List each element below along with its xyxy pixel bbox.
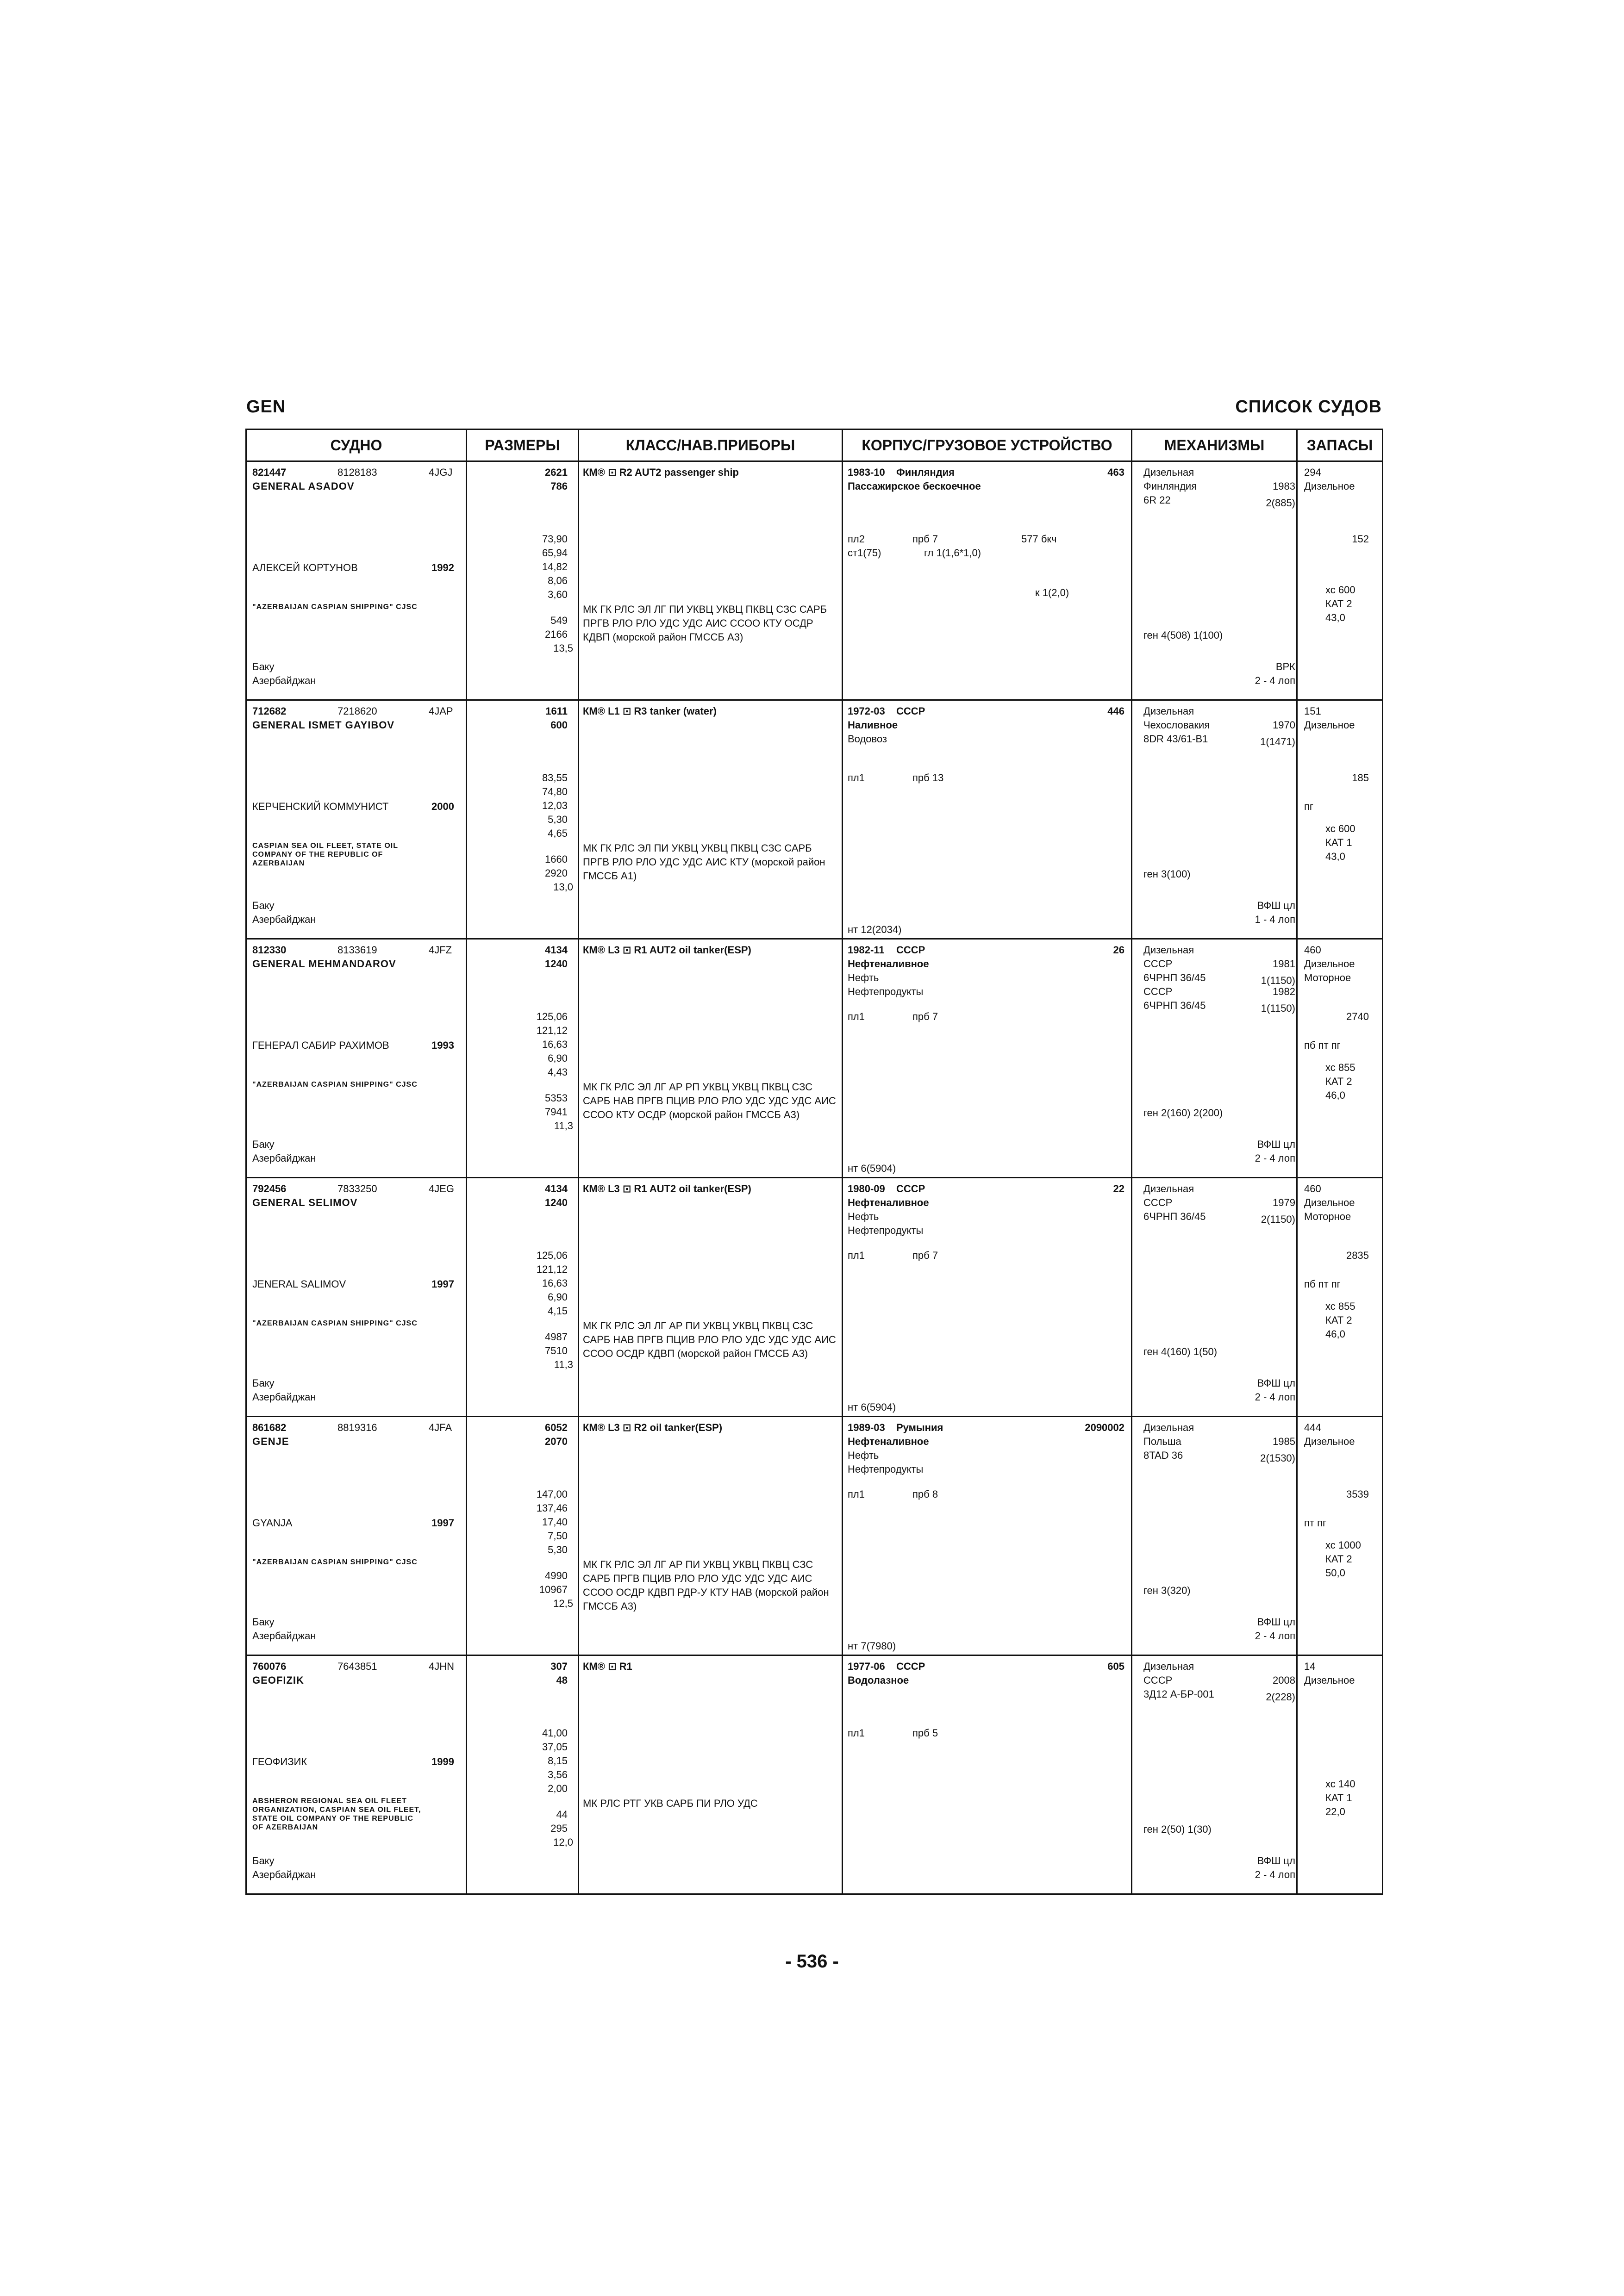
generators: ген 2(160) 2(200) [1143, 1107, 1223, 1119]
col-header-vessel: СУДНО [246, 429, 467, 461]
build-date: 1972-03 [848, 705, 885, 717]
stores-fuel-type: 294 [1304, 467, 1321, 478]
build-date: 1989-03 [848, 1422, 885, 1433]
dimension-value: 6,90 [548, 1291, 568, 1303]
engine-year-power: 1970 [1273, 719, 1295, 731]
dimension-value: 14,82 [542, 561, 568, 572]
call-sign: 4JFZ [429, 944, 452, 956]
stores-detail: хс 600 [1325, 584, 1355, 596]
ship-type-line: Нефтепродукты [848, 1463, 924, 1475]
nav-equipment: МК ГК РЛС ЭЛ ЛГ АР ПИ УКВЦ УКВЦ ПКВЦ СЗС САРБ ПРГВ ПЦИВ РЛО РЛО УДС УДС УДС АИС ССОО ОСДР КДВП РДР-У КТУ НАВ (морской район ГМССБ А3) [583, 1559, 829, 1612]
dimension-value: 121,12 [536, 1263, 568, 1275]
call-sign: 4JAP [429, 705, 453, 717]
dimension-value: 8,15 [548, 1755, 568, 1767]
former-name-year: 1999 [431, 1756, 454, 1767]
decks: пл2 [848, 533, 865, 545]
net-tonnage: 1240 [545, 958, 568, 970]
decks: пл1 [848, 772, 865, 784]
class-notation: КМ® L3 ⊡ R1 AUT2 oil tanker(ESP) [583, 1183, 751, 1195]
stores-detail: 43,0 [1325, 851, 1345, 862]
stores-fuel-type: Дизельное [1304, 1197, 1355, 1208]
imo-number: 8133619 [337, 944, 377, 956]
dimension-value: 4,65 [548, 828, 568, 839]
engine-year-power: 2(228) [1266, 1691, 1295, 1703]
build-date: 1977-06 [848, 1661, 885, 1672]
col-header-stores: ЗАПАСЫ [1297, 429, 1383, 461]
ship-type-line: Нефтеналивное [848, 1197, 929, 1208]
deadweight-draft [545, 1091, 573, 1133]
engine-year-power: 2(1530) [1260, 1452, 1295, 1464]
country: Азербайджан [252, 1869, 316, 1880]
hull-number: 26 [1113, 944, 1124, 956]
ship-row [246, 1655, 1383, 1894]
engine-type: Дизельная [1143, 944, 1194, 956]
dimension-value: 83,55 [542, 772, 568, 784]
stores-fuel-type: Дизельное [1304, 958, 1355, 970]
deadweight-value: 4990 [545, 1570, 568, 1581]
stores-capacity: 2835 [1346, 1250, 1369, 1261]
deadweight-value: 1660 [545, 853, 568, 865]
gross-tonnage: 2621 [545, 467, 568, 478]
build-country: СССР [896, 1661, 925, 1672]
former-name-year: 1997 [431, 1278, 454, 1290]
country: Азербайджан [252, 1391, 316, 1403]
imo-number: 7643851 [337, 1661, 377, 1672]
dimension-value: 5,30 [548, 1544, 568, 1556]
engine-maker-model: СССР [1143, 958, 1173, 970]
reg-number: 760076 [252, 1661, 287, 1672]
stores-detail: 22,0 [1325, 1806, 1345, 1817]
ship-name: GENJE [252, 1436, 289, 1447]
nav-equipment: МК ГК РЛС ЭЛ ПИ УКВЦ УКВЦ ПКВЦ СЗС САРБ ПРГВ РЛО РЛО УДС УДС АИС КТУ (морской район ГМССБ А1) [583, 842, 825, 882]
stores-fuel-type: 460 [1304, 1183, 1321, 1195]
page-header-left: GEN [246, 397, 286, 417]
bulkheads: прб 7 [912, 533, 938, 545]
engine-year-power: 1982 [1273, 986, 1295, 997]
country: Азербайджан [252, 675, 316, 686]
cargo-tanks: нт 6(5904) [848, 1163, 896, 1174]
build-country: СССР [896, 1183, 925, 1195]
deadweight-draft [539, 1569, 573, 1611]
reg-number: 712682 [252, 705, 287, 717]
stores-detail: 46,0 [1325, 1328, 1345, 1340]
dimension-value: 121,12 [536, 1025, 568, 1036]
deadweight-value: 44 [556, 1809, 568, 1820]
gross-tonnage: 4134 [545, 944, 568, 956]
ship-type-line: Водовоз [848, 733, 887, 745]
class-notation: КМ® L3 ⊡ R1 AUT2 oil tanker(ESP) [583, 944, 751, 956]
dimension-value: 3,56 [548, 1769, 568, 1780]
engine-year-power: 1(1150) [1261, 975, 1295, 986]
cargo-tanks: нт 12(2034) [848, 924, 902, 935]
class-notation: КМ® ⊡ R1 [583, 1661, 632, 1672]
bulkheads: прб 7 [912, 1011, 938, 1022]
engine-type: Дизельная [1143, 1183, 1194, 1195]
propellers: 2 - 4 лоп [1255, 1391, 1295, 1403]
ship-name: GENERAL SELIMOV [252, 1197, 358, 1208]
stores-detail: 43,0 [1325, 612, 1345, 623]
stores-fuel-type: Дизельное [1304, 1436, 1355, 1447]
former-name: GYANJA [252, 1517, 293, 1529]
deadweight-value: 10967 [539, 1584, 568, 1595]
ship-name: GEOFIZIK [252, 1674, 304, 1686]
engine-year-power: 1(1150) [1261, 1002, 1295, 1014]
stores-detail: 46,0 [1325, 1089, 1345, 1101]
deadweight-value: 12,0 [553, 1836, 573, 1848]
stores-detail: хс 600 [1325, 823, 1355, 834]
deadweight-value: 7510 [545, 1345, 568, 1356]
hull-number: 22 [1113, 1183, 1124, 1195]
dimension-value: 8,06 [548, 575, 568, 586]
owner: ABSHERON REGIONAL SEA OIL FLEET ORGANIZATION, CASPIAN SEA OIL FLEET, STATE OIL COMPANY OF THE REPUBLIC OF AZERBAIJAN [252, 1797, 421, 1831]
stores-detail: КАТ 2 [1325, 598, 1352, 610]
crane-gear: гл 1(1,6*1,0) [924, 547, 981, 559]
propellers: 2 - 4 лоп [1255, 675, 1295, 686]
decks: пл1 [848, 1011, 865, 1022]
column-header-row [246, 429, 1383, 461]
stores-detail: КАТ 1 [1325, 837, 1352, 848]
generators: ген 2(50) 1(30) [1143, 1823, 1212, 1835]
ship-type-line: Пассажирское бескоечное [848, 480, 981, 492]
ship-type-line: Нефть [848, 1450, 879, 1461]
former-name-year: 1997 [431, 1517, 454, 1529]
ship-type-line: Нефтепродукты [848, 1225, 924, 1236]
col-header-machinery: МЕХАНИЗМЫ [1132, 429, 1297, 461]
ship-name: GENERAL ASADOV [252, 480, 355, 492]
stores-fuel-type: 444 [1304, 1422, 1321, 1433]
call-sign: 4JEG [429, 1183, 455, 1195]
boom-gear: к 1(2,0) [1035, 587, 1069, 598]
country: Азербайджан [252, 914, 316, 925]
build-country: Румыния [896, 1422, 943, 1433]
main-dimensions [542, 771, 568, 840]
deadweight-draft [545, 852, 573, 894]
engine-maker-model: Финляндия [1143, 480, 1197, 492]
deadweight-value: 549 [550, 615, 568, 626]
former-name: КЕРЧЕНСКИЙ КОММУНИСТ [252, 801, 389, 812]
stores-capacity: 185 [1352, 772, 1369, 784]
owner: "AZERBAIJAN CASPIAN SHIPPING" CJSC [252, 1558, 418, 1566]
generators: ген 4(508) 1(100) [1143, 629, 1223, 641]
generators: ген 3(100) [1143, 868, 1191, 880]
imo-number: 8128183 [337, 467, 377, 478]
dimension-value: 4,15 [548, 1305, 568, 1317]
stores-capacity: 3539 [1346, 1488, 1369, 1500]
former-name: АЛЕКСЕЙ КОРТУНОВ [252, 562, 358, 573]
main-dimensions [537, 1010, 568, 1079]
deadweight-value: 11,3 [554, 1359, 573, 1370]
deadweight-draft [550, 1808, 573, 1849]
propulsion-equipment: ВРК [1275, 661, 1295, 672]
passenger-capacity: 577 бкч [1021, 533, 1057, 545]
engine-maker-model: СССР [1143, 1197, 1173, 1208]
bulkheads: прб 8 [912, 1488, 938, 1500]
former-name-year: 2000 [431, 801, 454, 812]
stores-detail: КАТ 2 [1325, 1553, 1352, 1565]
port: Баку [252, 1855, 275, 1867]
stores-detail: КАТ 2 [1325, 1076, 1352, 1087]
nav-equipment: МК ГК РЛС ЭЛ ЛГ ПИ УКВЦ УКВЦ ПКВЦ СЗС САРБ ПРГВ РЛО РЛО УДС УДС АИС ССОО КТУ ОСДР КДВП (морской район ГМССБ А3) [583, 604, 827, 643]
deadweight-draft [545, 614, 573, 655]
propellers: 2 - 4 лоп [1255, 1152, 1295, 1164]
build-country: СССР [896, 705, 925, 717]
propellers: 1 - 4 лоп [1255, 914, 1295, 925]
stores-fuel-type: Дизельное [1304, 480, 1355, 492]
nav-equipment: МК РЛС РТГ УКВ САРБ ПИ РЛО УДС [583, 1798, 758, 1809]
gross-tonnage: 1611 [545, 705, 568, 717]
engine-maker-model: 6R 22 [1143, 494, 1171, 506]
deadweight-value: 295 [550, 1823, 568, 1834]
country: Азербайджан [252, 1630, 316, 1642]
class-notation: КМ® ⊡ R2 AUT2 passenger ship [583, 467, 739, 478]
dimension-value: 74,80 [542, 786, 568, 797]
dimension-value: 7,50 [548, 1530, 568, 1542]
ship-type-line: Нефтеналивное [848, 958, 929, 970]
net-tonnage: 2070 [545, 1436, 568, 1447]
ship-type-line: Нефть [848, 972, 879, 983]
build-country: СССР [896, 944, 925, 956]
stores-detail: КАТ 1 [1325, 1792, 1352, 1804]
ship-type-line: Нефтеналивное [848, 1436, 929, 1447]
deadweight-value: 2166 [545, 628, 568, 640]
engine-type: Дизельная [1143, 705, 1194, 717]
decks: пл1 [848, 1488, 865, 1500]
bulkheads: прб 13 [912, 772, 944, 784]
generators: ген 4(160) 1(50) [1143, 1346, 1218, 1357]
dimension-value: 5,30 [548, 814, 568, 825]
stores-fuel-type: Моторное [1304, 972, 1351, 983]
reg-number: 792456 [252, 1183, 287, 1195]
engine-type: Дизельная [1143, 1422, 1194, 1433]
call-sign: 4JGJ [429, 467, 453, 478]
owner: "AZERBAIJAN CASPIAN SHIPPING" CJSC [252, 1081, 418, 1089]
stores-detail: хс 140 [1325, 1778, 1355, 1790]
build-date: 1980-09 [848, 1183, 885, 1195]
propellers: 2 - 4 лоп [1255, 1869, 1295, 1880]
stores-fuel-type: Моторное [1304, 1211, 1351, 1222]
main-dimensions [542, 532, 568, 602]
deadweight-value: 13,0 [553, 881, 573, 893]
net-tonnage: 786 [550, 480, 568, 492]
call-sign: 4JHN [429, 1661, 455, 1672]
owner: CASPIAN SEA OIL FLEET, STATE OIL COMPANY OF THE REPUBLIC OF AZERBAIJAN [252, 842, 398, 867]
cargo-gear: ст1(75) [848, 547, 881, 559]
dimension-value: 41,00 [542, 1727, 568, 1739]
engine-year-power: 1981 [1273, 958, 1295, 970]
bulkheads: прб 7 [912, 1250, 938, 1261]
build-country: Финляндия [896, 467, 955, 478]
dimension-value: 125,06 [536, 1011, 568, 1022]
engine-maker-model: 6ЧРНП 36/45 [1143, 1211, 1206, 1222]
former-name-year: 1993 [431, 1039, 454, 1051]
dimension-value: 137,46 [536, 1502, 568, 1514]
engine-year-power: 1985 [1273, 1436, 1295, 1447]
deadweight-value: 4987 [545, 1331, 568, 1343]
engine-year-power: 2(1150) [1261, 1213, 1295, 1225]
net-tonnage: 48 [556, 1674, 568, 1686]
ship-type-line: Водолазное [848, 1674, 909, 1686]
page-number: - 536 - [785, 1951, 839, 1972]
propulsion-equipment: ВФШ цл [1257, 1616, 1295, 1628]
former-name: ГЕНЕРАЛ САБИР РАХИМОВ [252, 1039, 389, 1051]
hull-number: 446 [1107, 705, 1124, 717]
net-tonnage: 1240 [545, 1197, 568, 1208]
propulsion-equipment: ВФШ цл [1257, 1855, 1295, 1867]
engine-maker-model: 8TAD 36 [1143, 1450, 1183, 1461]
build-date: 1983-10 [848, 467, 885, 478]
dimension-value: 65,94 [542, 547, 568, 559]
hull-number: 605 [1107, 1661, 1124, 1672]
cargo-tanks: нт 6(5904) [848, 1401, 896, 1413]
col-header-hull-cargo: КОРПУС/ГРУЗОВОЕ УСТРОЙСТВО [843, 429, 1132, 461]
owner: "AZERBAIJAN CASPIAN SHIPPING" CJSC [252, 603, 418, 611]
engine-maker-model: Польша [1143, 1436, 1181, 1447]
imo-number: 8819316 [337, 1422, 377, 1433]
engine-year-power: 1(1471) [1260, 736, 1295, 747]
imo-number: 7218620 [337, 705, 377, 717]
country: Азербайджан [252, 1152, 316, 1164]
deadweight-value: 5353 [545, 1092, 568, 1104]
ship-type-line: Нефть [848, 1211, 879, 1222]
stores-detail: хс 855 [1325, 1300, 1355, 1312]
port: Баку [252, 1616, 275, 1628]
stores-fuel-type: Дизельное [1304, 719, 1355, 731]
nav-equipment: МК ГК РЛС ЭЛ ЛГ АР ПИ УКВЦ УКВЦ ПКВЦ СЗС САРБ НАВ ПРГВ ПЦИВ РЛО РЛО УДС УДС УДС АИС ССОО ОСДР КДВП (морской район ГМССБ А3) [583, 1320, 836, 1359]
dimension-value: 4,43 [548, 1066, 568, 1078]
stores-capacity: 152 [1352, 533, 1369, 545]
owner: "AZERBAIJAN CASPIAN SHIPPING" CJSC [252, 1319, 418, 1327]
dimension-value: 6,90 [548, 1052, 568, 1064]
stores-detail: 50,0 [1325, 1567, 1345, 1579]
cargo-tanks: нт 7(7980) [848, 1640, 896, 1652]
gross-tonnage: 307 [550, 1661, 568, 1672]
nav-equipment: МК ГК РЛС ЭЛ ЛГ АР РП УКВЦ УКВЦ ПКВЦ СЗС САРБ НАВ ПРГВ ПЦИВ РЛО РЛО УДС УДС УДС АИС ССОО КТУ ОСДР (морской район ГМССБ А3) [583, 1081, 836, 1120]
engine-maker-model: СССР [1143, 986, 1173, 997]
engine-year-power: 1979 [1273, 1197, 1295, 1208]
ship-row [246, 700, 1383, 939]
deadweight-value: 12,5 [553, 1598, 573, 1609]
engine-maker-model: 8DR 43/61-B1 [1143, 733, 1208, 745]
stores-capacity: 2740 [1346, 1011, 1369, 1022]
ship-row [246, 461, 1383, 700]
decks: пл1 [848, 1250, 865, 1261]
dimension-value: 3,60 [548, 589, 568, 600]
ship-row [246, 1178, 1383, 1417]
dimension-value: 125,06 [536, 1250, 568, 1261]
dimension-value: 73,90 [542, 533, 568, 545]
propellers: 2 - 4 лоп [1255, 1630, 1295, 1642]
gross-tonnage: 6052 [545, 1422, 568, 1433]
class-notation: КМ® L1 ⊡ R3 tanker (water) [583, 705, 717, 717]
port: Баку [252, 900, 275, 911]
net-tonnage: 600 [550, 719, 568, 731]
stores-fuel-type: 151 [1304, 705, 1321, 717]
reg-number: 812330 [252, 944, 287, 956]
engine-maker-model: 6ЧРНП 36/45 [1143, 972, 1206, 983]
dimension-value: 147,00 [536, 1488, 568, 1500]
engine-year-power: 1983 [1273, 480, 1295, 492]
main-dimensions [537, 1487, 568, 1557]
ship-name: GENERAL ISMET GAYIBOV [252, 719, 395, 731]
engine-maker-model: Чехословакия [1143, 719, 1210, 731]
propulsion-equipment: ВФШ цл [1257, 1139, 1295, 1150]
stores-detail: хс 1000 [1325, 1539, 1361, 1551]
ship-type-line: Нефтепродукты [848, 986, 924, 997]
stores-fuel-type: 14 [1304, 1661, 1316, 1672]
stores-fuel-type: 460 [1304, 944, 1321, 956]
stores-fuel-codes: пг [1304, 801, 1313, 812]
bulkheads: прб 5 [912, 1727, 938, 1739]
main-dimensions [537, 1249, 568, 1318]
decks: пл1 [848, 1727, 865, 1739]
engine-year-power: 2008 [1273, 1674, 1295, 1686]
build-date: 1982-11 [848, 944, 885, 956]
imo-number: 7833250 [337, 1183, 377, 1195]
propulsion-equipment: ВФШ цл [1257, 900, 1295, 911]
hull-number: 463 [1107, 467, 1124, 478]
dimension-value: 16,63 [542, 1039, 568, 1050]
stores-fuel-type: Дизельное [1304, 1674, 1355, 1686]
engine-type: Дизельная [1143, 467, 1194, 478]
page-header-right: СПИСОК СУДОВ [1235, 397, 1382, 417]
propulsion-equipment: ВФШ цл [1257, 1377, 1295, 1389]
reg-number: 861682 [252, 1422, 287, 1433]
deadweight-value: 11,3 [554, 1120, 573, 1132]
engine-maker-model: 6ЧРНП 36/45 [1143, 1000, 1206, 1011]
engine-maker-model: 3Д12 А-БР-001 [1143, 1688, 1214, 1700]
stores-fuel-codes: пб пт пг [1304, 1278, 1341, 1290]
engine-type: Дизельная [1143, 1661, 1194, 1672]
col-header-class-nav: КЛАСС/НАВ.ПРИБОРЫ [579, 429, 843, 461]
deadweight-value: 7941 [545, 1106, 568, 1118]
main-dimensions [542, 1726, 568, 1796]
hull-number: 2090002 [1085, 1422, 1124, 1433]
call-sign: 4JFA [429, 1422, 452, 1433]
col-header-dimensions: РАЗМЕРЫ [467, 429, 579, 461]
port: Баку [252, 1139, 275, 1150]
former-name: ГЕОФИЗИК [252, 1756, 307, 1767]
ship-row [246, 939, 1383, 1178]
dimension-value: 16,63 [542, 1277, 568, 1289]
generators: ген 3(320) [1143, 1585, 1191, 1596]
ship-row [246, 1417, 1383, 1655]
stores-fuel-codes: пб пт пг [1304, 1039, 1341, 1051]
engine-maker-model: СССР [1143, 1674, 1173, 1686]
deadweight-value: 2920 [545, 867, 568, 879]
former-name: JENERAL SALIMOV [252, 1278, 346, 1290]
dimension-value: 37,05 [542, 1741, 568, 1753]
dimension-value: 17,40 [542, 1516, 568, 1528]
reg-number: 821447 [252, 467, 287, 478]
dimension-value: 2,00 [548, 1783, 568, 1794]
ship-register-table [245, 429, 1383, 1895]
gross-tonnage: 4134 [545, 1183, 568, 1195]
dimension-value: 12,03 [542, 800, 568, 811]
stores-detail: КАТ 2 [1325, 1314, 1352, 1326]
stores-detail: хс 855 [1325, 1062, 1355, 1073]
engine-year-power: 2(885) [1266, 497, 1295, 509]
ship-name: GENERAL MEHMANDAROV [252, 958, 396, 970]
deadweight-value: 13,5 [553, 642, 573, 654]
port: Баку [252, 661, 275, 672]
stores-fuel-codes: пт пг [1304, 1517, 1327, 1529]
former-name-year: 1992 [431, 562, 454, 573]
deadweight-draft [545, 1330, 573, 1372]
class-notation: КМ® L3 ⊡ R2 oil tanker(ESP) [583, 1422, 723, 1433]
ship-type-line: Наливное [848, 719, 898, 731]
port: Баку [252, 1377, 275, 1389]
